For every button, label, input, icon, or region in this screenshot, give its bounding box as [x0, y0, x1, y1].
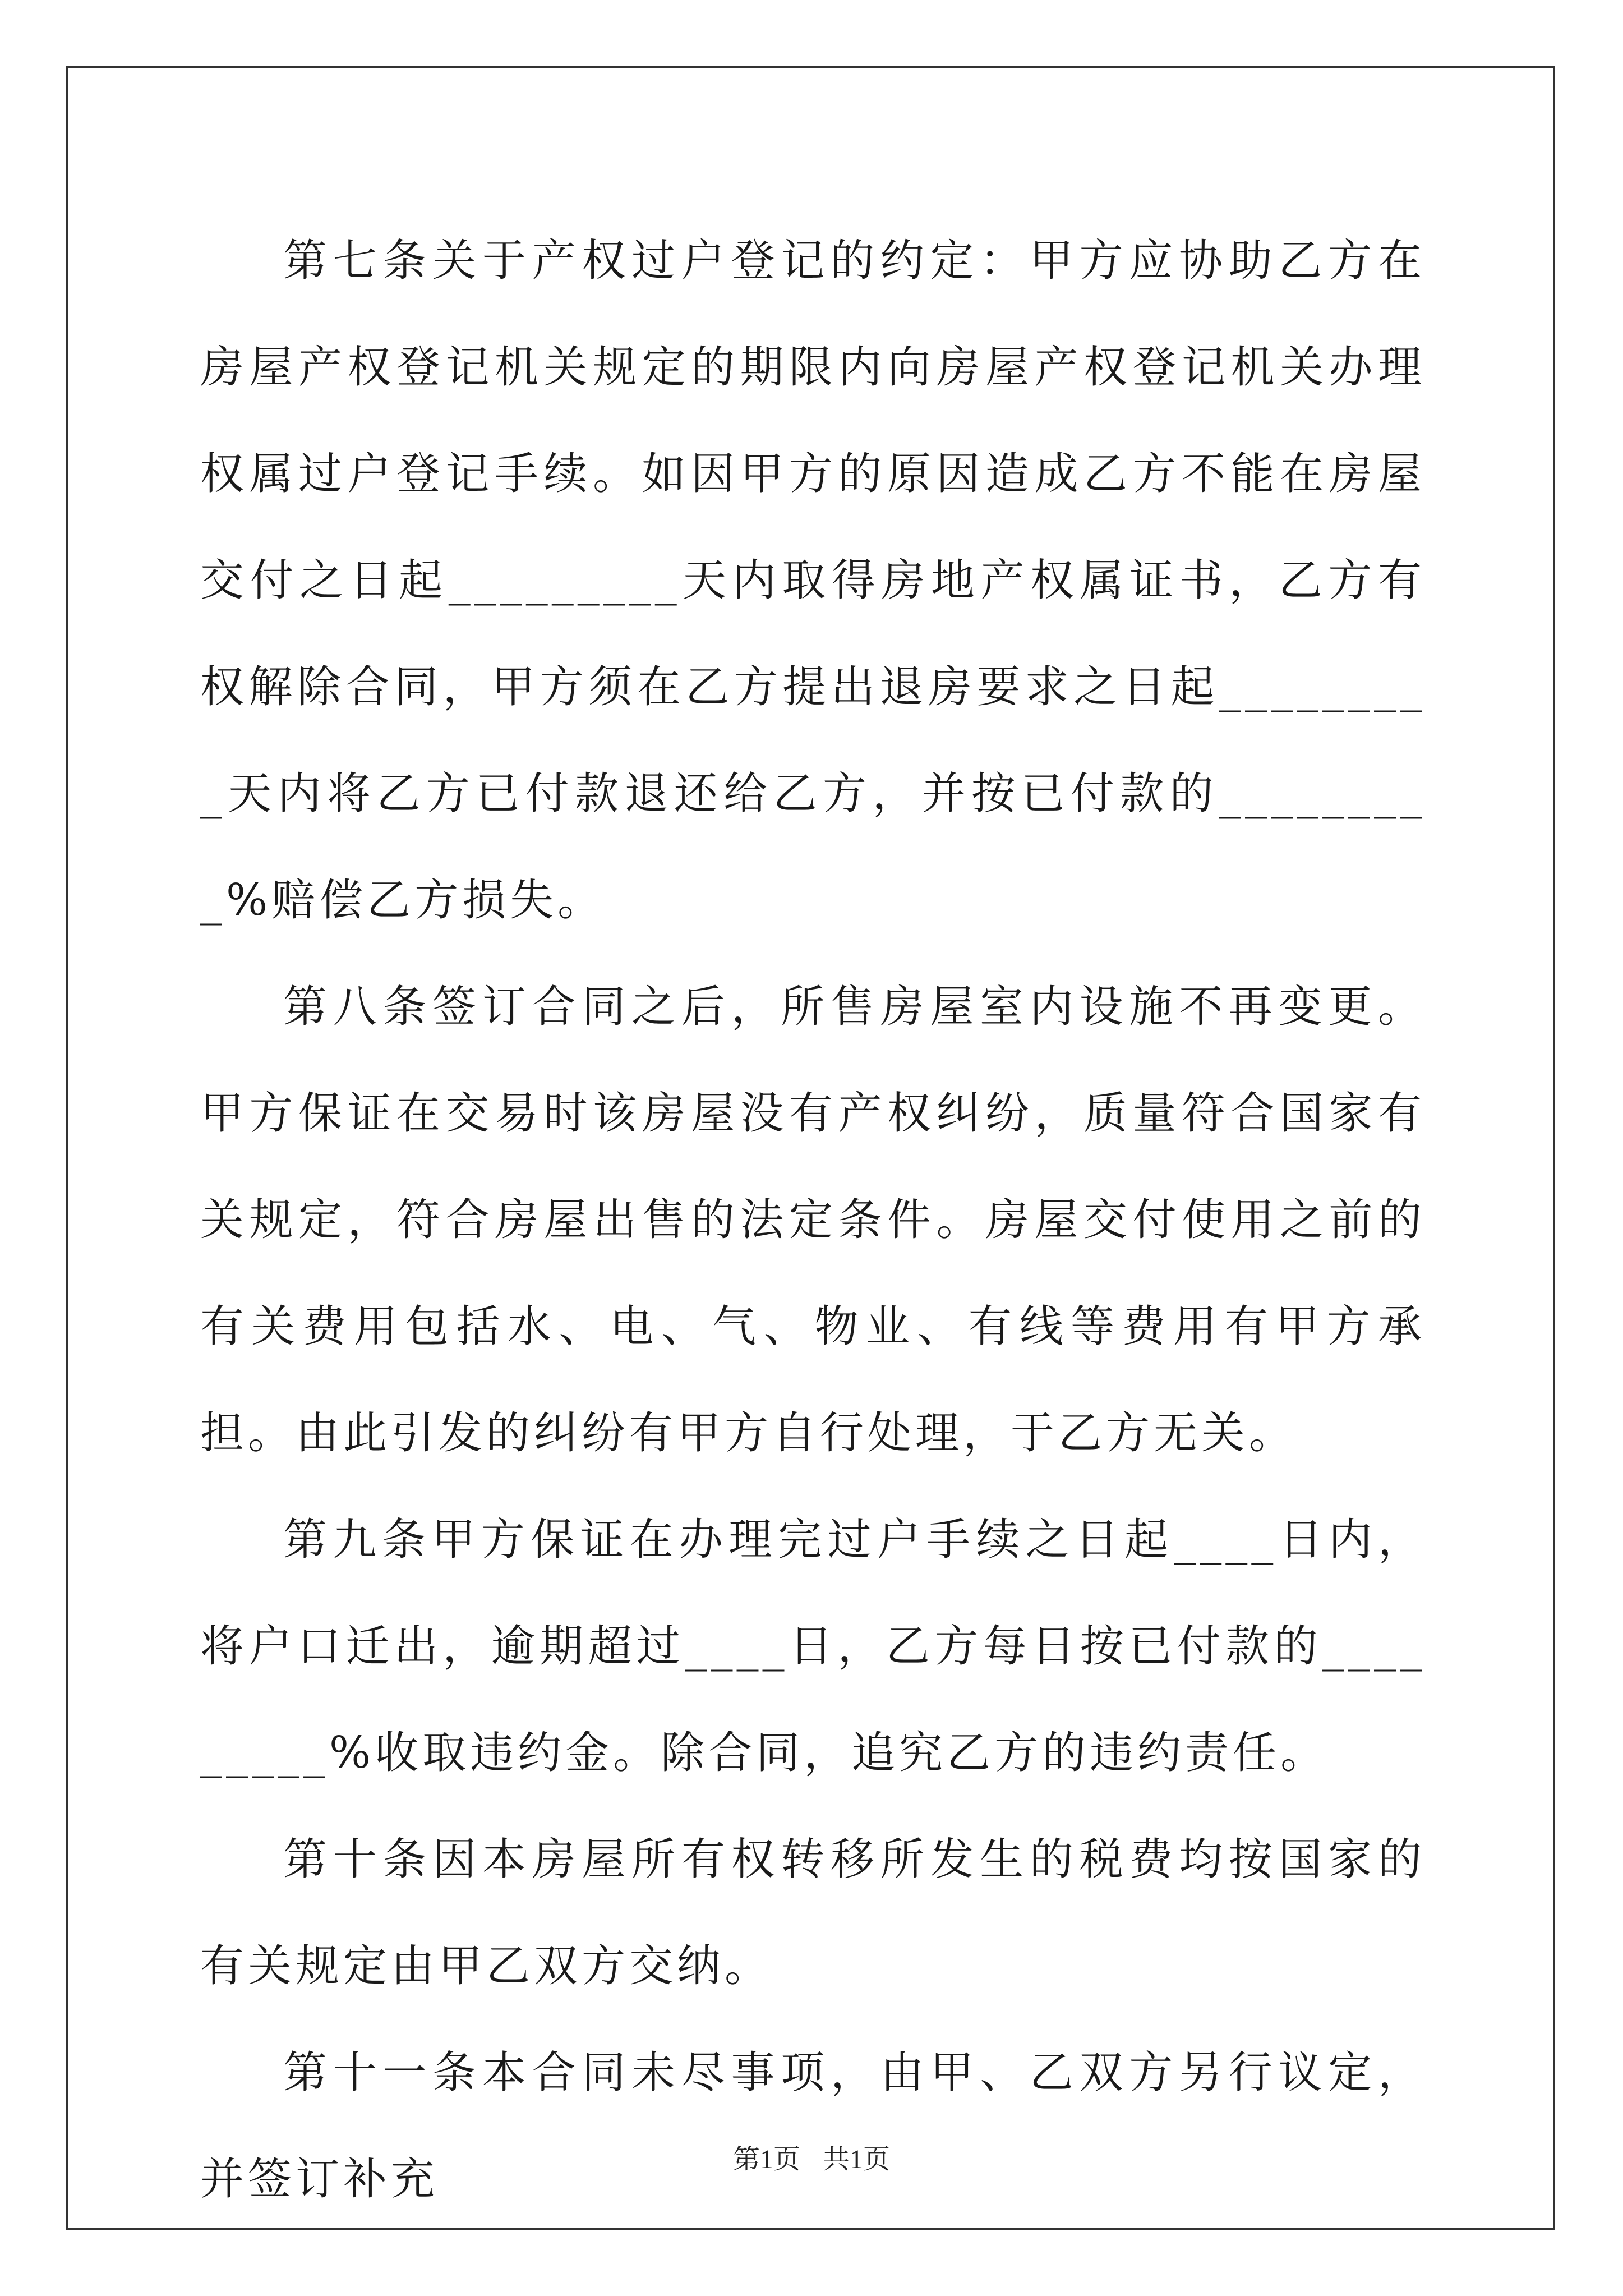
- article-11-paragraph: 第十一条本合同未尽事项，由甲、乙双方另行议定，并签订补充: [200, 2047, 1426, 2205]
- article-7-paragraph: 第七条关于产权过户登记的约定：甲方应协助乙方在房屋产权登记机关规定的期限内向房屋产权登记机关办理权属过户登记手续。如因甲方的原因造成乙方不能在房屋交付之日起_________天内取得房地产权属证书，乙方有权解除合同，甲方须在乙方提出退房要求之日起_________天内将乙方已付款退还给乙方，并按已付款的_________%赔偿乙方损失。: [200, 236, 1426, 926]
- page-footer: [0, 2137, 1623, 2176]
- article-9-paragraph: 第九条甲方保证在办理完过户手续之日起____日内，将户口迁出，逾期超过____日，乙方每日按已付款的_________%收取违约金。除合同，追究乙方的违约责任。: [200, 1515, 1426, 1778]
- page-total: 共1页: [823, 2145, 891, 2174]
- article-8-paragraph: 第八条签订合同之后，所售房屋室内设施不再变更。甲方保证在交易时该房屋没有产权纠纷，质量符合国家有关规定，符合房屋出售的法定条件。房屋交付使用之前的有关费用包括水、电、气、物业、有线等费用有甲方承担。由此引发的纠纷有甲方自行处理，于乙方无关。: [200, 982, 1426, 1458]
- article-10-paragraph: 第十条因本房屋所有权转移所发生的税费均按国家的有关规定由甲乙双方交纳。: [200, 1834, 1426, 1991]
- document-body: [200, 208, 1426, 2233]
- page-number: 第1页: [732, 2145, 800, 2174]
